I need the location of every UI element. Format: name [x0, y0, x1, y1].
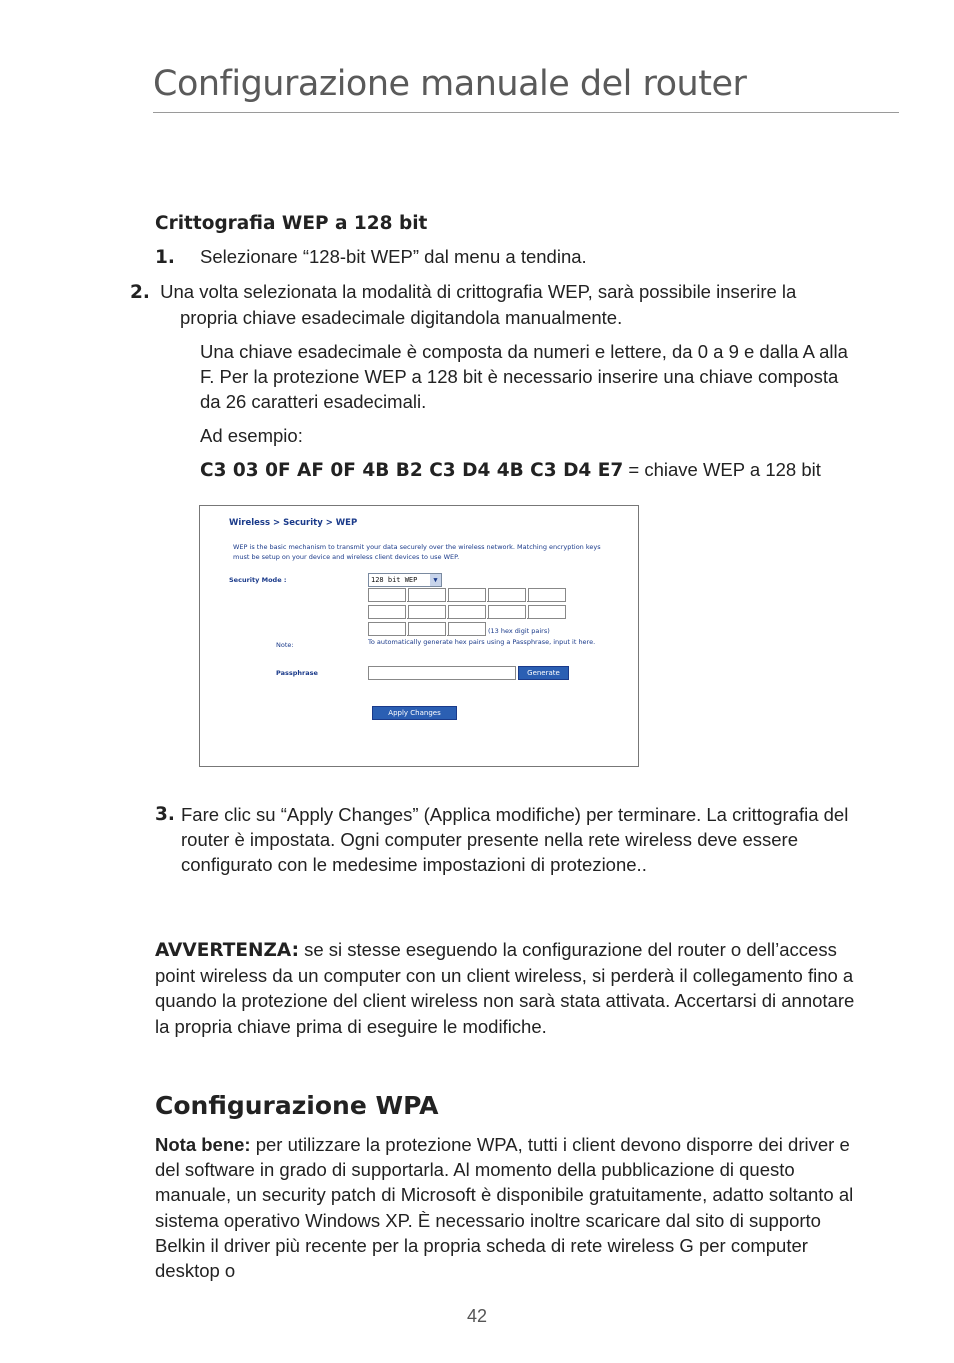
hex-key-field[interactable]: [368, 605, 406, 619]
hex-key-field[interactable]: [368, 622, 406, 636]
page-header: [153, 62, 899, 106]
step-text: Selezionare “128-bit WEP” dal menu a tendina.: [200, 246, 587, 267]
hex-key-field[interactable]: [408, 605, 446, 619]
generate-button[interactable]: Generate: [518, 666, 569, 680]
wpa-note-label: Nota bene:: [155, 1134, 251, 1155]
wpa-note-text: per utilizzare la protezione WPA, tutti i client devono disporre dei driver e del software in grado di supportarla. Al momento della pubblicazione di questo manuale, un security patch di Microsoft è disponibile gratuitamente, adatto soltanto al sistema operativo Windows XP. È necessario inoltre scaricare dal sito di supporto Belkin il driver più recente per la propria scheda di rete wireless G per computer desktop o: [155, 1134, 854, 1282]
hex-key-field[interactable]: [448, 588, 486, 602]
step-text: Fare clic su “Apply Changes” (Applica modifiche) per terminare. La crittografia del router è impostata. Ogni computer presente nella rete wireless deve essere configurato con le medesime impostazioni di protezione..: [181, 804, 849, 875]
wpa-note-paragraph: [155, 1132, 855, 1283]
hex-key-field[interactable]: [408, 588, 446, 602]
hex-key-field[interactable]: [368, 588, 406, 602]
paragraph-hex-explanation: Una chiave esadecimale è composta da numeri e lettere, da 0 a 9 e dalla A alla F. Per la protezione WEP a 128 bit è necessario inserire una chiave composta da 26 caratteri esadecimali.: [200, 341, 848, 412]
hex-key-field[interactable]: [448, 605, 486, 619]
step-number: 3.: [155, 804, 175, 825]
security-mode-select[interactable]: [368, 573, 442, 587]
page-number: 42: [466, 1306, 488, 1326]
step-text: Una volta selezionata la modalità di crittografia WEP, sarà possibile inserire la propria chiave esadecimale digitandola manualmente.: [160, 281, 797, 328]
router-ui-screenshot: [199, 505, 639, 767]
header-rule: [153, 112, 899, 113]
step-2: 2. Una volta selezionata la modalità di crittografia WEP, sarà possibile inserire la propria chiave esadecimale digitandola manualmente.: [130, 281, 797, 328]
note-label: Note:: [276, 641, 294, 649]
passphrase-label: Passphrase: [276, 669, 318, 677]
hex-key-field[interactable]: [528, 588, 566, 602]
apply-changes-button[interactable]: Apply Changes: [372, 706, 457, 720]
hex-key-field[interactable]: [448, 622, 486, 636]
security-mode-label: Security Mode :: [229, 576, 287, 584]
chevron-down-icon[interactable]: ▼: [430, 574, 441, 586]
warning-text: se si stesse eseguendo la configurazione del router o dell’access point wireless da un computer con un client wireless, si perderà il collegamento fino a quando la protezione del client wireless non sarà stata attivata. Accertarsi di annotare la propria chiave prima di eseguire le modifiche.: [155, 939, 855, 1037]
step-1: [155, 244, 855, 270]
security-mode-value: 128 bit WEP: [371, 576, 418, 584]
hex-key-field[interactable]: [408, 622, 446, 636]
wep-description: WEP is the basic mechanism to transmit your data securely over the wireless network. Matching encryption keys must be setup on your device and wireless client devices to use WEP.: [233, 543, 601, 561]
page-title: Configurazione manuale del router: [153, 64, 747, 104]
warning-label: AVVERTENZA:: [155, 940, 299, 961]
breadcrumb: Wireless > Security > WEP: [229, 518, 358, 528]
hex-pairs-hint: (13 hex digit pairs): [488, 627, 550, 635]
wpa-section-title: Configurazione WPA: [155, 1091, 439, 1120]
wep128-section: [130, 211, 855, 483]
hex-example-code: C3 03 0F AF 0F 4B B2 C3 D4 4B C3 D4 E7: [200, 460, 624, 481]
hex-example-line: [200, 457, 855, 483]
passphrase-input[interactable]: [368, 666, 516, 680]
hex-key-field[interactable]: [488, 605, 526, 619]
hex-key-field[interactable]: [488, 588, 526, 602]
step-3: [155, 802, 855, 877]
hex-example-suffix: = chiave WEP a 128 bit: [623, 459, 821, 480]
note-text: To automatically generate hex pairs using a Passphrase, input it here.: [368, 638, 596, 646]
hex-key-field[interactable]: [528, 605, 566, 619]
step-number: 1.: [155, 247, 175, 268]
section-heading: Crittografia WEP a 128 bit: [155, 213, 428, 234]
paragraph-example: Ad esempio:: [200, 425, 303, 446]
warning-paragraph: [155, 937, 855, 1039]
